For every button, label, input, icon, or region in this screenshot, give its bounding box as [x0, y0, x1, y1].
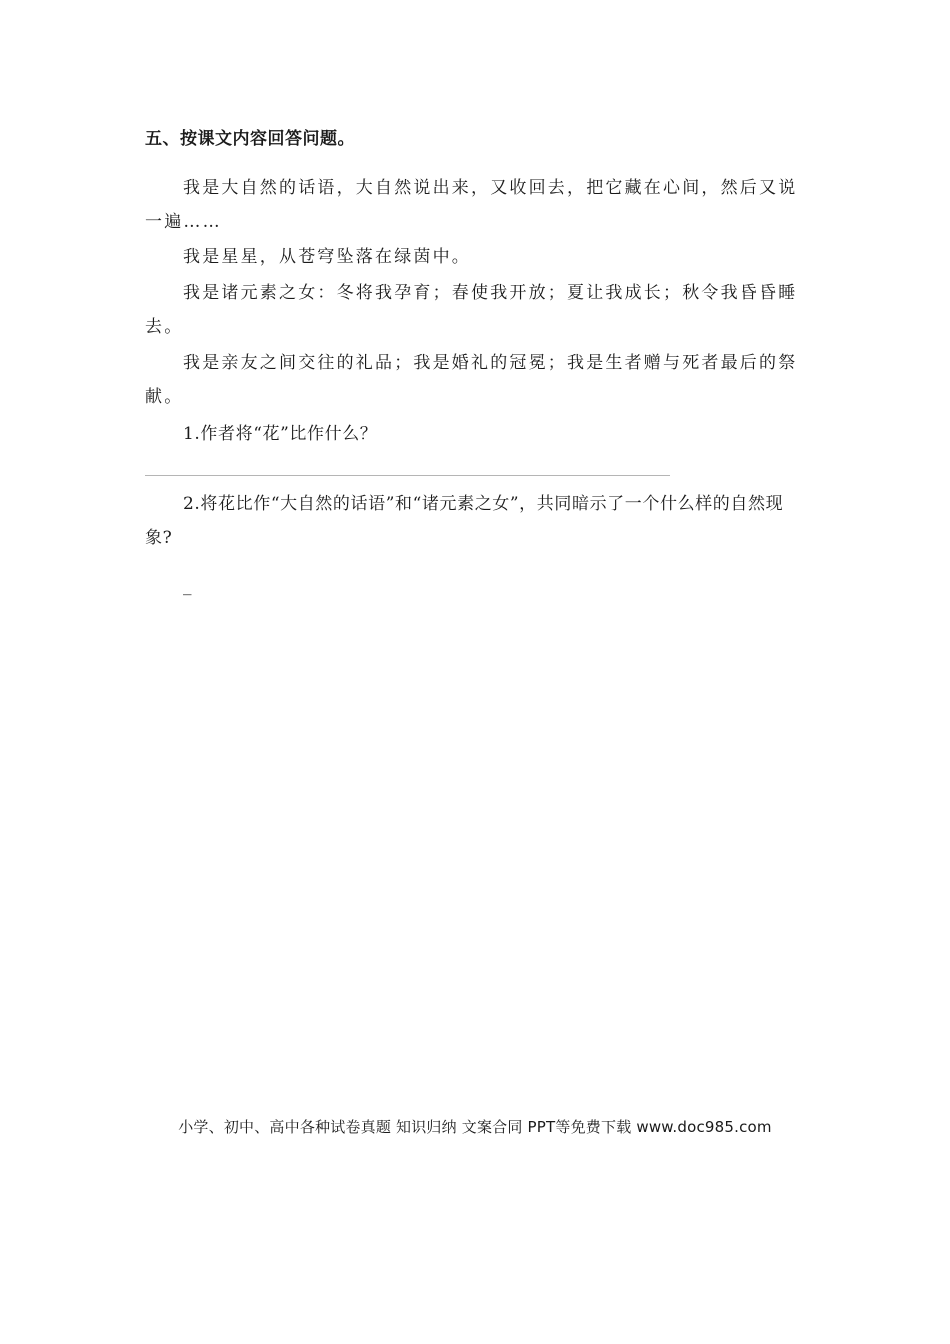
question-2: 2.将花比作“大自然的话语”和“诸元素之女”，共同暗示了一个什么样的自然现象?	[145, 494, 784, 548]
question-1: 1.作者将“花”比作什么？	[183, 424, 378, 444]
passage-paragraph-4: 我是亲友之间交往的礼品；我是婚礼的冠冕；我是生者赠与死者最后的祭献。	[145, 353, 798, 407]
passage-paragraph-3: 我是诸元素之女：冬将我孕育；春使我开放；夏让我成长；秋令我昏昏睡去。	[145, 283, 798, 337]
section-title: 五、按课文内容回答问题。	[145, 129, 355, 149]
footer-text: 小学、初中、高中各种试卷真题 知识归纳 文案合同 PPT等免费下载 www.doc985.com	[178, 1118, 772, 1136]
passage-paragraph-1: 我是大自然的话语，大自然说出来，又收回去，把它藏在心间，然后又说一遍……	[145, 178, 798, 232]
answer-line-1[interactable]	[145, 475, 670, 476]
answer-line-2[interactable]: _	[183, 576, 192, 596]
passage-paragraph-2: 我是星星，从苍穹坠落在绿茵中。	[183, 247, 471, 267]
